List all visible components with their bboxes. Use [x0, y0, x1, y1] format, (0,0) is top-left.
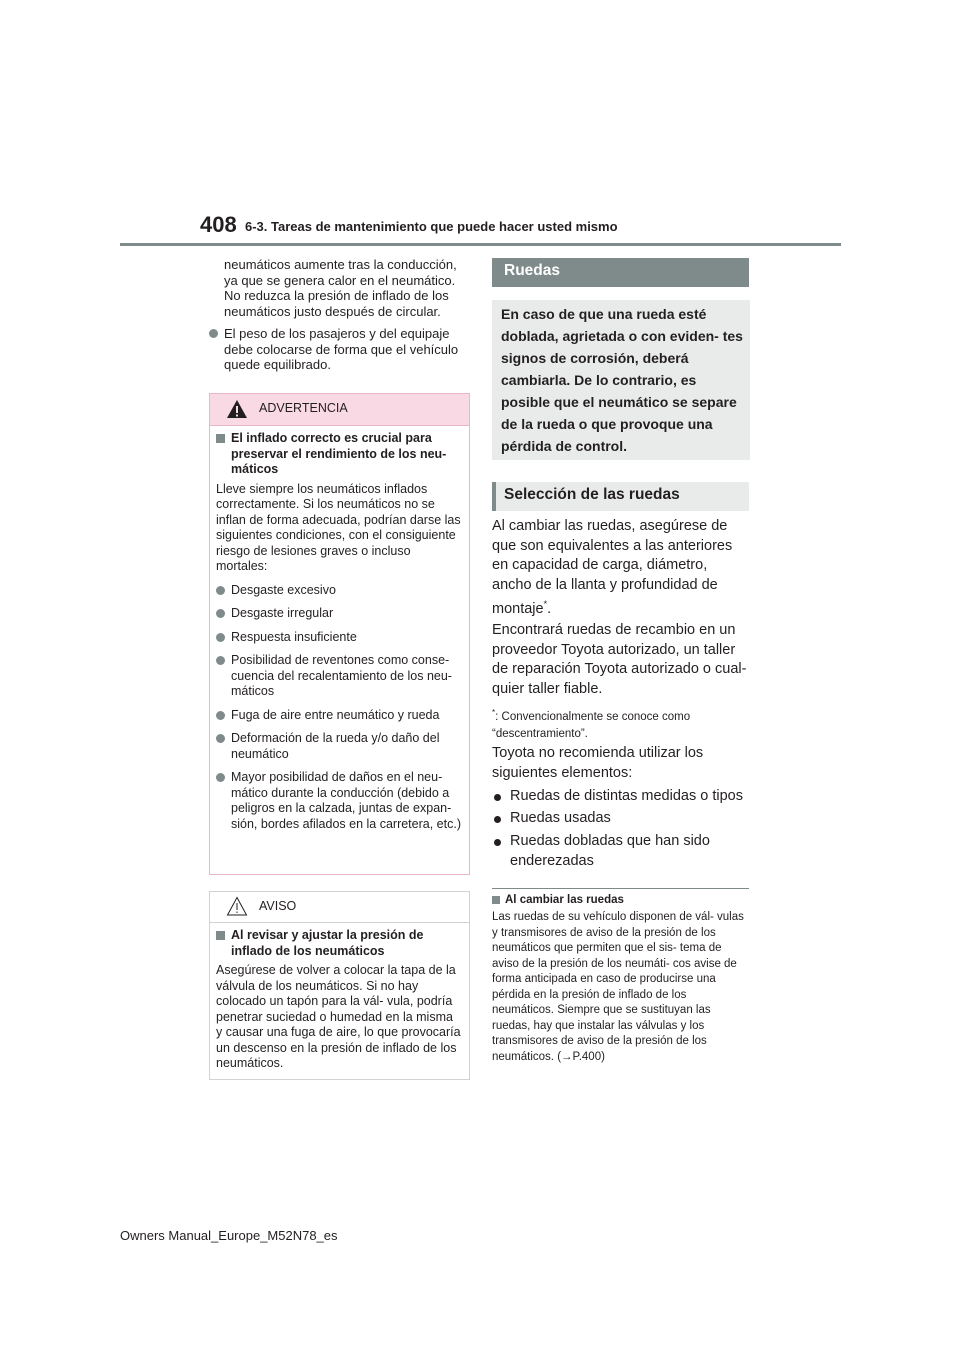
bullet-dot-icon	[216, 656, 225, 665]
item-text: Ruedas usadas	[510, 810, 611, 826]
title-accent	[492, 482, 496, 511]
continuation-text: neumáticos aumente tras la conducción, ya que se genera calor en el neumático. No reduzca la presión de inflado de los neumáticos justo después de circular.	[224, 257, 457, 319]
warning-triangle-icon	[226, 399, 248, 424]
notice-subheading-text: Al revisar y ajustar la presión de inflado de los neumáticos	[231, 928, 424, 958]
warning-subheading	[216, 431, 461, 478]
warning-item	[216, 630, 461, 646]
seleccion-title-bar	[492, 482, 749, 511]
footnote	[492, 704, 742, 743]
weight-bullet-text: El peso de los pasajeros y del equipaje debe colocarse de forma que el vehículo quede equilibrado.	[224, 326, 459, 372]
bullet-dot-icon	[494, 839, 501, 846]
caution-triangle-icon	[226, 896, 248, 921]
ruedas-title-bar	[492, 258, 749, 287]
footnote-text: : Convencionalmente se conoce como “descentramiento”.	[492, 710, 691, 740]
warning-item-text: Fuga de aire entre neumático y rueda	[231, 707, 440, 722]
bullet-dot-icon	[494, 816, 501, 823]
header-rule	[120, 243, 841, 246]
section-rule	[492, 888, 749, 889]
bullet-dot-icon	[216, 633, 225, 642]
seleccion-paragraph-2: Encontrará ruedas de recambio en un proveedor Toyota autorizado, un taller de reparación Toyota autorizado o cual- quier taller fiable.	[492, 622, 747, 697]
warning-header	[210, 394, 469, 426]
ruedas-title: Ruedas	[504, 262, 560, 279]
warning-item	[216, 708, 461, 724]
footnote-marker: *	[492, 708, 496, 717]
footnote-marker: *	[543, 599, 548, 609]
weight-bullet	[209, 326, 465, 373]
al-cambiar-text: Las ruedas de su vehículo disponen de vál- vulas y transmisores de aviso de la presión de los neumáticos que permiten que el sis- tema de aviso de la presión de los neumáti- cos avise de forma anticipada en caso de producirse una pérdida en la presión de inflado de los neumáticos. Siempre que se sustituyan las ruedas, hay que instalar las válvulas y los transmisores de aviso de la presión de los neumáticos. (→P.400)	[492, 911, 744, 1063]
square-bullet-icon	[216, 931, 225, 940]
notice-header	[210, 892, 469, 923]
seleccion-title: Selección de las ruedas	[504, 486, 680, 503]
warning-body	[210, 426, 469, 832]
bullet-dot-icon	[216, 609, 225, 618]
bullet-dot-icon	[216, 586, 225, 595]
not-recommended-item	[492, 809, 750, 829]
bullet-dot-icon	[209, 329, 218, 338]
notice-body	[210, 923, 469, 1072]
warning-item	[216, 653, 461, 700]
item-text: Ruedas de distintas medidas o tipos	[510, 788, 743, 804]
notice-text: Asegúrese de volver a colocar la tapa de la válvula de los neumáticos. Si no hay colocado un tapón para la vál- vula, podría penetrar suciedad o humedad en la misma y causar una fuga de aire, lo que provocaría un descenso en la presión de inflado de los neumáticos.	[216, 963, 461, 1070]
seleccion-paragraph-3: Toyota no recomienda utilizar los siguientes elementos:	[492, 745, 704, 781]
warning-item-text: Deformación de la rueda y/o daño del neumático	[231, 731, 440, 761]
seleccion-paragraph-1	[492, 517, 750, 619]
bullet-dot-icon	[216, 773, 225, 782]
not-recommended-item	[492, 832, 750, 871]
square-bullet-icon	[216, 434, 225, 443]
warning-item	[216, 731, 461, 762]
warning-item-text: Desgaste irregular	[231, 606, 334, 620]
item-text: Ruedas dobladas que han sido enderezadas	[510, 833, 710, 869]
al-cambiar-subheading	[492, 894, 750, 906]
warning-item	[216, 583, 461, 599]
warning-item-text: Posibilidad de reventones como conse- cuencia del recalentamiento de los neu- máticos	[231, 653, 452, 698]
ruedas-summary-box	[492, 300, 750, 460]
warning-heading: ADVERTENCIA	[259, 401, 348, 415]
paragraph-text: Al cambiar las ruedas, asegúrese de que son equivalentes a las anteriores en capacidad de carga, diámetro, ancho de la llanta y profundidad de montaje	[492, 518, 733, 617]
warning-subheading-text: El inflado correcto es crucial para preservar el rendimiento de los neu- máticos	[231, 431, 447, 476]
section-title: 6-3. Tareas de mantenimiento que puede hacer usted mismo	[245, 219, 618, 234]
ruedas-summary-text: En caso de que una rueda esté doblada, agrietada o con eviden- tes signos de corrosión, deberá cambiarla. De lo contrario, es posible que el neumático se separe de la rueda o que provoque una pérdida de control.	[501, 306, 743, 454]
warning-item-text: Desgaste excesivo	[231, 582, 336, 597]
warning-item	[216, 770, 461, 832]
square-bullet-icon	[492, 896, 500, 904]
notice-heading: AVISO	[259, 899, 297, 913]
warning-box	[209, 393, 470, 875]
bullet-dot-icon	[216, 711, 225, 720]
warning-text: Lleve siempre los neumáticos inflados correctamente. Si los neumáticos no se inflan de forma adecuada, podrían darse las siguientes condiciones, con el consiguiente riesgo de lesiones graves o incluso mortales:	[216, 481, 461, 573]
warning-item-text: Mayor posibilidad de daños en el neu- mático durante la conducción (debido a peligros en la calzada, juntas de expan- sión, bordes afilados en la carretera, etc.)	[231, 770, 461, 831]
page-footer: Owners Manual_Europe_M52N78_es	[120, 1228, 338, 1243]
warning-item-text: Respuesta insuficiente	[231, 629, 357, 644]
bullet-dot-icon	[494, 794, 501, 801]
subheading-text: Al cambiar las ruedas	[505, 894, 624, 906]
notice-subheading	[216, 928, 461, 959]
warning-item	[216, 606, 461, 622]
page-number: 408	[200, 212, 237, 237]
not-recommended-item	[492, 787, 750, 807]
bullet-dot-icon	[216, 734, 225, 743]
notice-box	[209, 891, 470, 1080]
paragraph-end: .	[547, 600, 552, 617]
